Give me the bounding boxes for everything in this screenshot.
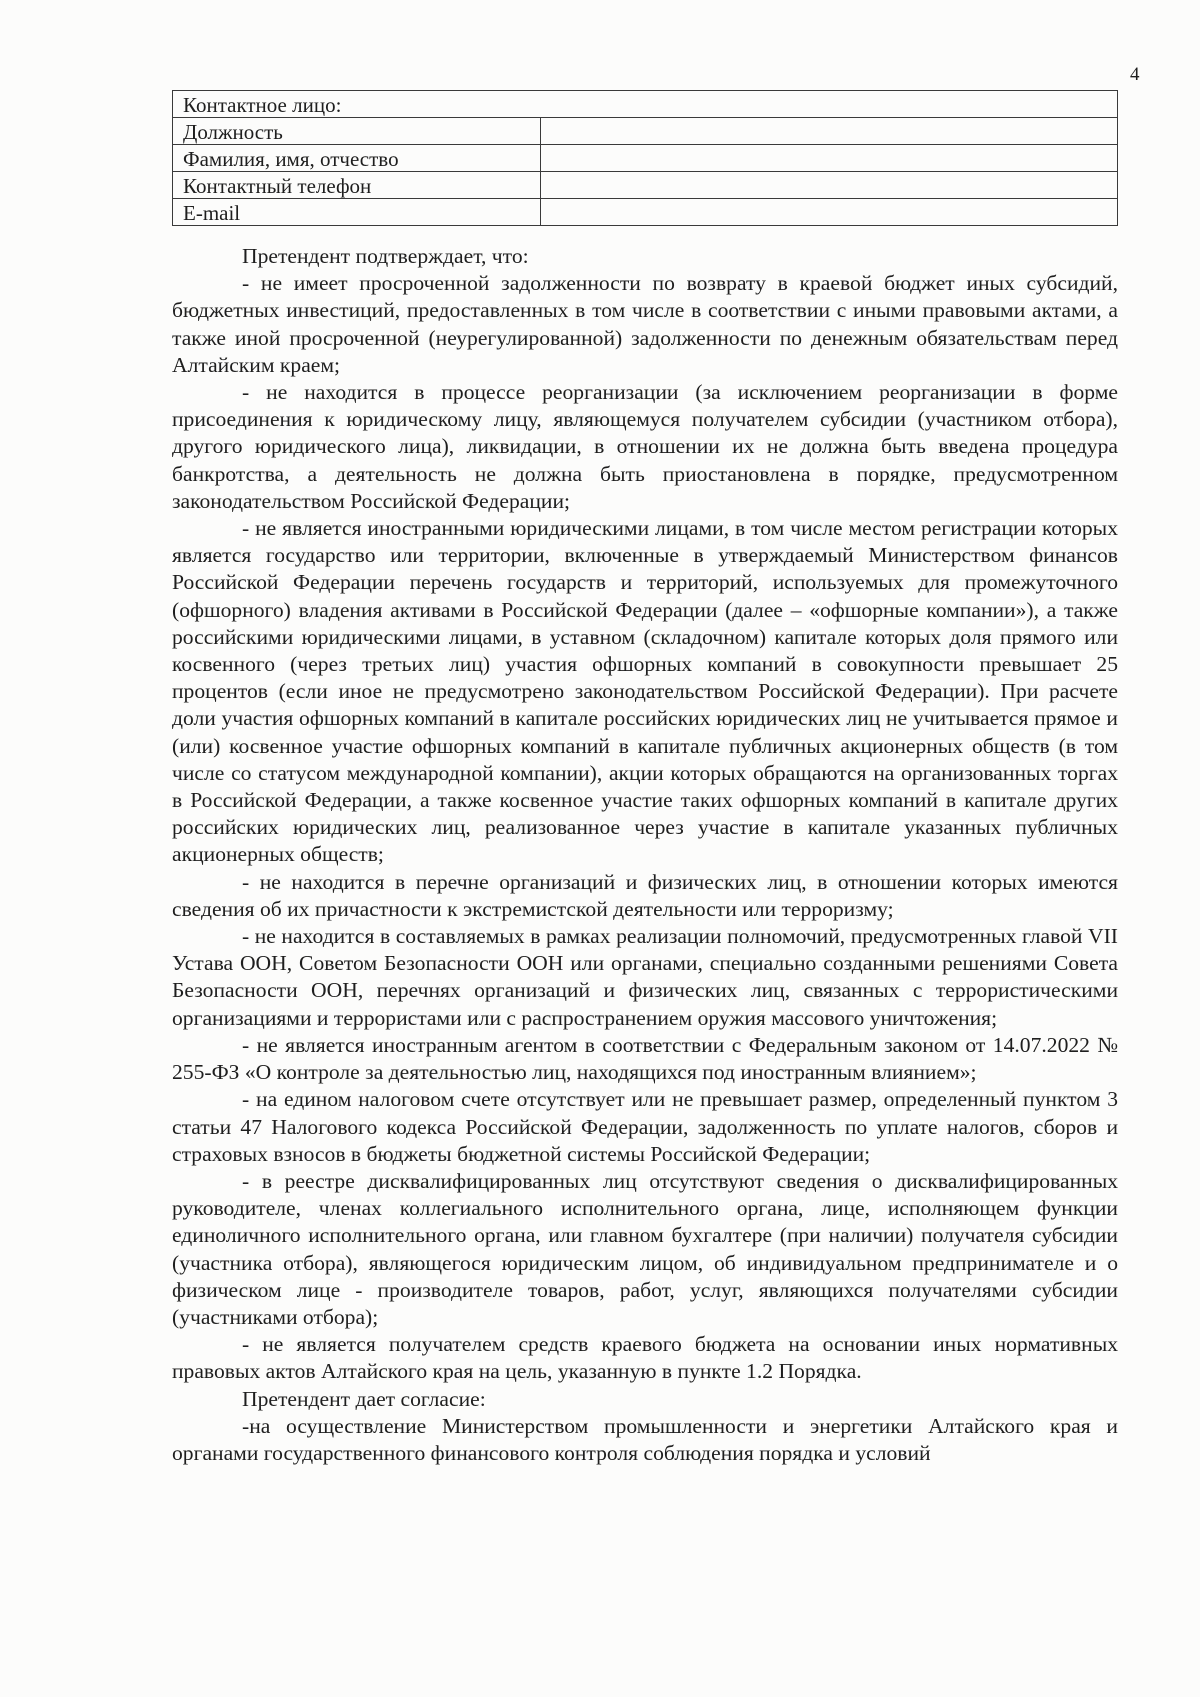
contact-row-full-name <box>173 145 1118 172</box>
phone-label: Контактный телефон <box>173 172 541 199</box>
contact-table <box>172 90 1118 226</box>
position-label: Должность <box>173 118 541 145</box>
email-value <box>541 199 1118 226</box>
email-label: E-mail <box>173 199 541 226</box>
paragraph-not-extremist-list: - не находится в перечне организаций и физических лиц, в отношении которых имеются сведения об их причастности к экстремистской деятельности или терроризму; <box>172 869 1118 921</box>
contact-row-phone <box>173 172 1118 199</box>
paragraph-no-overdue-debt: - не имеет просроченной задолженности по возврату в краевой бюджет иных субсидий, бюджетных инвестиций, предоставленных в том числе в соответствии с иными правовыми актами, а также иной просроченной (неурегулированной) задолженности по денежным обязательствам перед Алтайским краем; <box>172 271 1118 377</box>
position-value <box>541 118 1118 145</box>
contact-table-header-row <box>173 91 1118 118</box>
paragraph-not-un-sanctions-list: - не находится в составляемых в рамках реализации полномочий, предусмотренных главой VII Устава ООН, Советом Безопасности ООН или органами, специально созданными решениями Совета Безопасности ООН, перечнях организаций и физических лиц, связанных с террористическими организациями и террористами или с распространением оружия массового уничтожения; <box>172 924 1118 1030</box>
confirmation-intro: Претендент подтверждает, что: <box>242 244 529 268</box>
paragraph-no-tax-debt: - на едином налоговом счете отсутствует или не превышает размер, определенный пунктом 3 статьи 47 Налогового кодекса Российской Федерации, задолженность по уплате налогов, сборов и страховых взносов в бюджеты бюджетной системы Российской Федерации; <box>172 1087 1118 1166</box>
paragraph-not-foreign-agent: - не является иностранным агентом в соответствии с Федеральным законом от 14.07.2022 № 255-ФЗ «О контроле за деятельностью лиц, находящихся под иностранным влиянием»; <box>172 1032 1118 1085</box>
contact-row-email <box>173 199 1118 226</box>
contact-table-header: Контактное лицо: <box>173 91 1118 118</box>
page-number: 4 <box>1130 64 1140 85</box>
paragraph-no-disqualified-persons: - в реестре дисквалифицированных лиц отсутствуют сведения о дисквалифицированных руководителе, членах коллегиального исполнительного органа, лице, исполняющем функции единоличного исполнительного органа, или главном бухгалтере (при наличии) получателя субсидии (участника отбора), являющегося юридическим лицом, об индивидуальном предпринимателе и о физическом лице - производителе товаров, работ, услуг, являющихся получателями субсидии (участниками отбора); <box>172 1168 1118 1329</box>
full-name-label: Фамилия, имя, отчество <box>173 145 541 172</box>
paragraph-not-offshore: - не является иностранными юридическими лицами, в том числе местом регистрации которых является государство или территории, включенные в утверждаемый Министерством финансов Российской Федерации перечень государств и территорий, используемых для промежуточного (офшорного) владения активами в Российской Федерации (далее – «офшорные компании»), а также российскими юридическими лицами, в уставном (складочном) капитале которых доля прямого или косвенного (через третьих лиц) участия офшорных компаний в совокупности превышает 25 процентов (если иное не предусмотрено законодательством Российской Федерации). При расчете доли участия офшорных компаний в капитале российских юридических лиц не учитывается прямое и (или) косвенное участие офшорных компаний в капитале публичных акционерных обществ (в том числе со статусом международной компании), акции которых обращаются на организованных торгах в Российской Федерации, а также косвенное участие таких офшорных компаний в капитале других российских юридических лиц, реализованное через участие в капитале указанных публичных акционерных обществ; <box>172 516 1118 867</box>
paragraph-no-reorganization: - не находится в процессе реорганизации (за исключением реорганизации в форме присоединения к юридическому лицу, являющемуся получателем субсидии (участником отбора), другого юридического лица), ликвидации, в отношении их не должна быть введена процедура банкротства, а деятельность не должна быть приостановлена в порядке, предусмотренном законодательством Российской Федерации; <box>172 380 1118 513</box>
contact-row-position <box>173 118 1118 145</box>
phone-value <box>541 172 1118 199</box>
full-name-value <box>541 145 1118 172</box>
document-body <box>172 243 1118 1467</box>
consent-intro: Претендент дает согласие: <box>242 1386 486 1411</box>
paragraph-consent-control: -на осуществление Министерством промышленности и энергетики Алтайского края и органами государственного финансового контроля соблюдения порядка и условий <box>172 1413 1118 1465</box>
paragraph-no-other-budget-funds: - не является получателем средств краевого бюджета на основании иных нормативных правовых актов Алтайского края на цель, указанную в пункте 1.2 Порядка. <box>172 1332 1118 1384</box>
